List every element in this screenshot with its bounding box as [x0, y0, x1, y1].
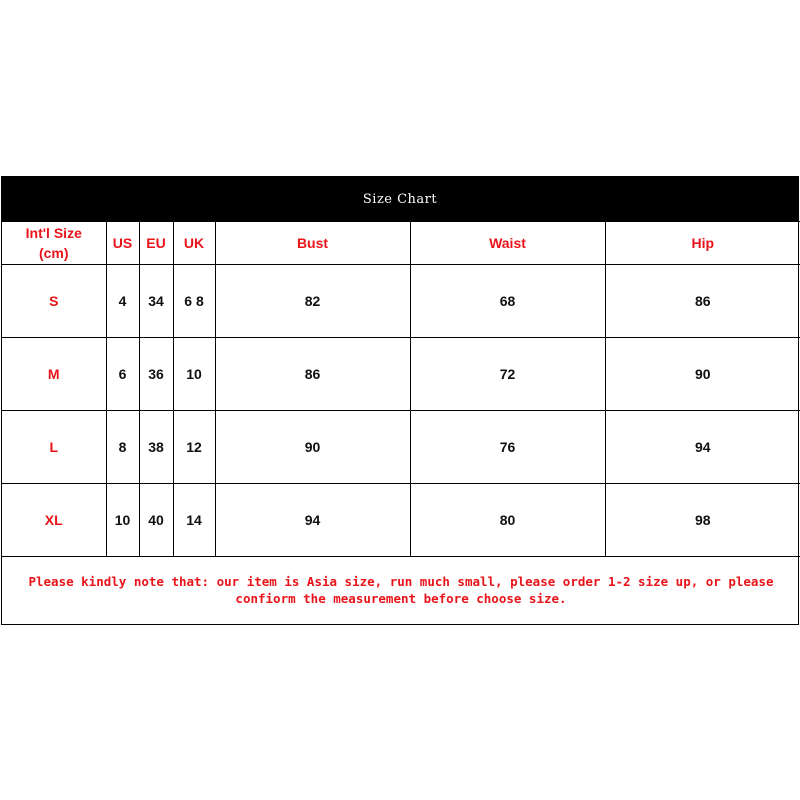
eu-cell: 36	[139, 338, 173, 411]
waist-cell: 68	[410, 265, 605, 338]
header-intl-size-label: Int'l Size	[25, 225, 82, 241]
note-row	[2, 557, 800, 624]
waist-cell: 80	[410, 484, 605, 557]
hip-cell: 90	[605, 338, 800, 411]
uk-cell: 14	[173, 484, 215, 557]
eu-cell: 38	[139, 411, 173, 484]
header-waist: Waist	[410, 222, 605, 265]
uk-cell: 6 8	[173, 265, 215, 338]
us-cell: 10	[106, 484, 139, 557]
size-cell: S	[2, 265, 106, 338]
chart-title: Size Chart	[2, 177, 798, 221]
eu-cell: 34	[139, 265, 173, 338]
us-cell: 6	[106, 338, 139, 411]
hip-cell: 86	[605, 265, 800, 338]
bust-cell: 90	[215, 411, 410, 484]
hip-cell: 94	[605, 411, 800, 484]
header-us: US	[106, 222, 139, 265]
size-cell: XL	[2, 484, 106, 557]
header-bust: Bust	[215, 222, 410, 265]
us-cell: 4	[106, 265, 139, 338]
header-eu: EU	[139, 222, 173, 265]
bust-cell: 94	[215, 484, 410, 557]
table-row	[2, 411, 800, 484]
header-uk: UK	[173, 222, 215, 265]
header-row	[2, 222, 800, 265]
bust-cell: 86	[215, 338, 410, 411]
eu-cell: 40	[139, 484, 173, 557]
header-intl-size-unit: (cm)	[38, 245, 69, 261]
table-row	[2, 484, 800, 557]
waist-cell: 72	[410, 338, 605, 411]
bust-cell: 82	[215, 265, 410, 338]
size-cell: M	[2, 338, 106, 411]
hip-cell: 98	[605, 484, 800, 557]
size-table	[2, 221, 800, 623]
size-cell: L	[2, 411, 106, 484]
header-intl-size	[2, 222, 106, 265]
uk-cell: 12	[173, 411, 215, 484]
table-row	[2, 265, 800, 338]
table-row	[2, 338, 800, 411]
waist-cell: 76	[410, 411, 605, 484]
size-chart	[1, 176, 799, 625]
size-note: Please kindly note that: our item is Asia size, run much small, please order 1-2 size up, or please confiorm the measurement before choose size.	[2, 557, 800, 624]
uk-cell: 10	[173, 338, 215, 411]
us-cell: 8	[106, 411, 139, 484]
header-hip: Hip	[605, 222, 800, 265]
